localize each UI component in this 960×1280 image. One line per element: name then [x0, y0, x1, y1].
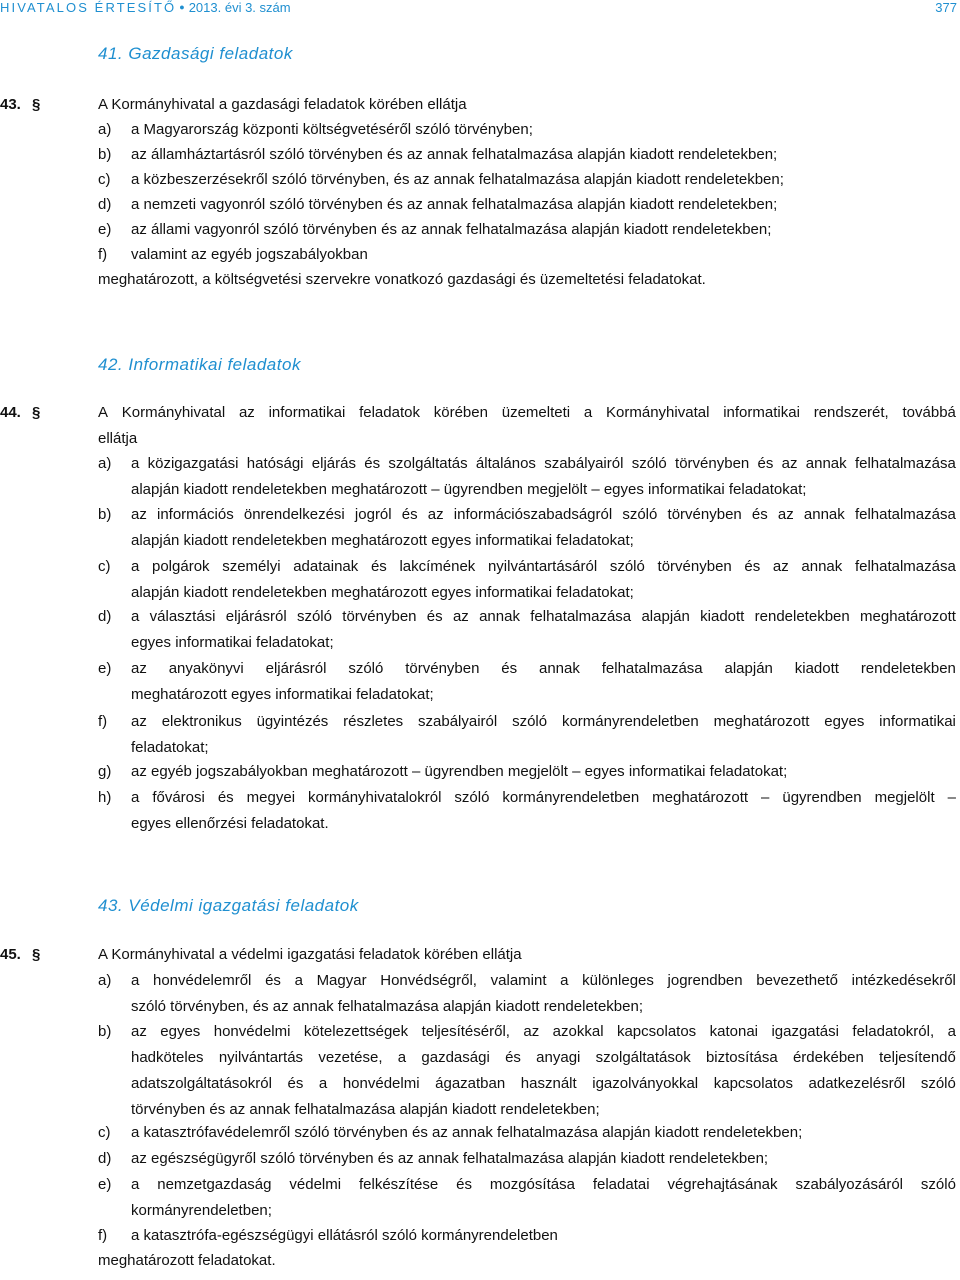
item-text: az egyes honvédelmi kötelezettségek teljesítéséről, az azokkal kapcsolatos katonai igazgatási feladatokról, a — [131, 1023, 956, 1040]
paragraph-intro: ellátja — [98, 430, 138, 447]
item-text: a nemzetgazdaság védelmi felkészítése és mozgósítása feladatai végrehajtásának szabályozásáról szóló — [131, 1176, 956, 1193]
item-label: b) — [98, 506, 112, 523]
item-label: c) — [98, 171, 111, 188]
bullet-separator: ● — [179, 2, 185, 12]
paragraph-number: 45. — [0, 946, 21, 963]
item-label: g) — [98, 763, 112, 780]
item-label: a) — [98, 121, 112, 138]
item-text: valamint az egyéb jogszabályokban — [131, 246, 368, 263]
paragraph-closing: meghatározott, a költségvetési szervekre vonatkozó gazdasági és üzemeltetési feladatokat. — [98, 271, 706, 288]
item-text: az egyéb jogszabályokban meghatározott – ügyrendben megjelölt – egyes informatikai feladatokat; — [131, 763, 788, 780]
section-title: 43. Védelmi igazgatási feladatok — [98, 896, 359, 915]
item-text: alapján kiadott rendeletekben meghatározott – ügyrendben megjelölt – egyes informatikai feladatokat; — [131, 481, 807, 498]
item-text: az anyakönyvi eljárásról szóló törvényben és annak felhatalmazása alapján kiadott rendeletekben — [131, 660, 956, 677]
paragraph-intro: A Kormányhivatal az informatikai feladatok körében üzemelteti a Kormányhivatal informatikai rendszerét, továbbá — [98, 404, 956, 421]
item-label: f) — [98, 1227, 108, 1244]
item-text: a honvédelemről és a Magyar Honvédségről, valamint a különleges jogrendben bevezethető intézkedésekről — [131, 972, 956, 989]
item-text: a nemzeti vagyonról szóló törvényben és az annak felhatalmazása alapján kiadott rendeletekben; — [131, 196, 778, 213]
item-text: feladatokat; — [131, 739, 209, 756]
item-label: h) — [98, 789, 112, 806]
item-text: a Magyarország központi költségvetéséről szóló törvényben; — [131, 121, 533, 138]
paragraph-symbol: § — [32, 946, 41, 963]
item-text: egyes informatikai feladatokat; — [131, 634, 334, 651]
item-text: az egészségügyről szóló törvényben és az annak felhatalmazása alapján kiadott rendeletekben; — [131, 1150, 769, 1167]
item-label: e) — [98, 221, 112, 238]
paragraph-symbol: § — [32, 96, 41, 113]
item-text: alapján kiadott rendeletekben meghatározott egyes informatikai feladatokat; — [131, 532, 634, 549]
item-label: d) — [98, 1150, 112, 1167]
item-label: f) — [98, 246, 108, 263]
item-text: a választási eljárásról szóló törvényben és az annak felhatalmazása alapján kiadott rendeletekben meghatározott — [131, 608, 956, 625]
paragraph-number: 44. — [0, 404, 21, 421]
item-text: egyes ellenőrzési feladatokat. — [131, 815, 329, 832]
paragraph-symbol: § — [32, 404, 41, 421]
publication-line — [0, 0, 291, 15]
item-text: adatszolgáltatásokról és a honvédelmi ágazatban használt igazolványokkal kapcsolatos adatkezelésről szóló — [131, 1075, 956, 1092]
item-text: hadköteles nyilvántartás vezetése, a gazdasági és anyagi szolgáltatások biztosítása érdekében teljesítendő — [131, 1049, 956, 1066]
section-title: 42. Informatikai feladatok — [98, 355, 301, 374]
item-text: meghatározott egyes informatikai feladatokat; — [131, 686, 434, 703]
item-label: a) — [98, 972, 112, 989]
item-label: c) — [98, 558, 111, 575]
paragraph-number: 43. — [0, 96, 21, 113]
issue-label: 2013. évi 3. szám — [188, 0, 291, 15]
item-label: b) — [98, 146, 112, 163]
item-text: az információs önrendelkezési jogról és az információszabadságról szóló törvényben és az annak felhatalmazása — [131, 506, 956, 523]
paragraph-intro: A Kormányhivatal a gazdasági feladatok körében ellátja — [98, 96, 467, 113]
item-label: d) — [98, 608, 112, 625]
item-label: c) — [98, 1124, 111, 1141]
item-label: e) — [98, 660, 112, 677]
page-number: 377 — [935, 0, 957, 15]
item-text: a közigazgatási hatósági eljárás és szolgáltatás általános szabályairól szóló törvényben és az annak felhatalmazása — [131, 455, 956, 472]
item-text: az állami vagyonról szóló törvényben és az annak felhatalmazása alapján kiadott rendeletekben; — [131, 221, 772, 238]
item-text: kormányrendeletben; — [131, 1202, 272, 1219]
item-label: f) — [98, 713, 108, 730]
running-header — [0, 0, 960, 18]
item-text: szóló törvényben, és az annak felhatalmazása alapján kiadott rendeletekben; — [131, 998, 643, 1015]
item-text: a közbeszerzésekről szóló törvényben, és az annak felhatalmazása alapján kiadott rendeletekben; — [131, 171, 784, 188]
paragraph-closing: meghatározott feladatokat. — [98, 1252, 276, 1269]
paragraph-intro: A Kormányhivatal a védelmi igazgatási feladatok körében ellátja — [98, 946, 522, 963]
item-text: a polgárok személyi adatainak és lakcímének nyilvántartásáról szóló törvényben és az annak felhatalmazása — [131, 558, 956, 575]
item-text: alapján kiadott rendeletekben meghatározott egyes informatikai feladatokat; — [131, 584, 634, 601]
item-text: a katasztrófa-egészségügyi ellátásról szóló kormányrendeletben — [131, 1227, 558, 1244]
section-title: 41. Gazdasági feladatok — [98, 44, 293, 63]
item-label: d) — [98, 196, 112, 213]
item-label: a) — [98, 455, 112, 472]
item-label: b) — [98, 1023, 112, 1040]
publication-name: HIVATALOS ÉRTESÍTŐ — [0, 0, 177, 15]
item-text: a katasztrófavédelemről szóló törvényben és az annak felhatalmazása alapján kiadott rendeletekben; — [131, 1124, 803, 1141]
item-text: az elektronikus ügyintézés részletes szabályairól szóló kormányrendeletben meghatározott egyes informatikai — [131, 713, 956, 730]
item-text: a fővárosi és megyei kormányhivatalokról szóló kormányrendeletben meghatározott – ügyrendben megjelölt – — [131, 789, 956, 806]
item-label: e) — [98, 1176, 112, 1193]
item-text: törvényben és az annak felhatalmazása alapján kiadott rendeletekben; — [131, 1101, 600, 1118]
item-text: az államháztartásról szóló törvényben és az annak felhatalmazása alapján kiadott rendeletekben; — [131, 146, 778, 163]
